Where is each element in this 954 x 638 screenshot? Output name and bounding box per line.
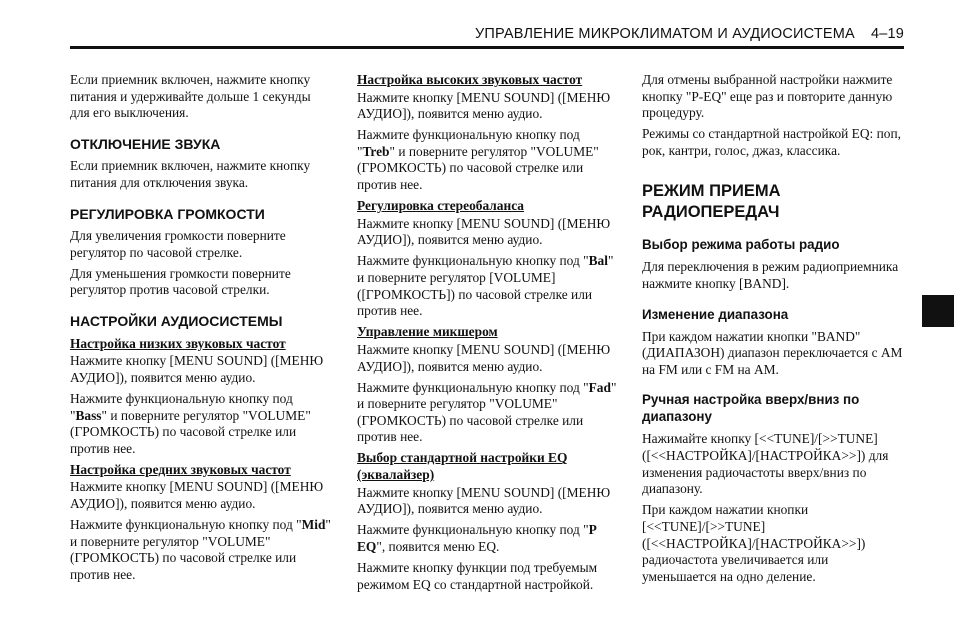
audio-settings-heading: НАСТРОЙКИ АУДИОСИСТЕМЫ: [70, 313, 283, 330]
eq-step-1: Нажмите кнопку [MENU SOUND] ([МЕНЮ АУДИО]), появится меню аудио.: [357, 484, 611, 517]
section-thumb-tab: [922, 295, 954, 327]
fader-step-2: Нажмите функциональную кнопку под "Fad" и поверните регулятор "VOLUME" (ГРОМКОСТЬ) по часовой стрелке или против нее.: [357, 379, 617, 445]
mid-subheading: Настройка средних звуковых частот: [70, 461, 291, 477]
column-2: [357, 72, 621, 598]
page-number: 4–19: [870, 26, 904, 42]
radio-mode-heading: Выбор режима работы радио: [642, 237, 840, 253]
tune-heading: Ручная настройка вверх/вниз по диапазону: [642, 392, 860, 425]
band-heading: Изменение диапазона: [642, 306, 789, 322]
column-1: [70, 72, 332, 588]
fader-key: Fad: [588, 379, 611, 395]
bass-step-1: Нажмите кнопку [MENU SOUND] ([МЕНЮ АУДИО]), появится меню аудио.: [70, 353, 324, 385]
treble-step-1: Нажмите кнопку [MENU SOUND] ([МЕНЮ АУДИО]), появится меню аудио.: [357, 89, 611, 122]
bass-key: Bass: [75, 407, 102, 423]
column-3: [642, 72, 904, 590]
treble-subheading: Настройка высоких звуковых частот: [357, 72, 583, 87]
eq-key: P EQ: [357, 522, 597, 554]
treble-key: Treb: [362, 143, 390, 159]
radio-mode-text: Для переключения в режим радиоприемника нажмите кнопку [BAND].: [642, 259, 899, 292]
fader-subheading: Управление микшером: [357, 324, 498, 340]
power-off-text: Если приемник включен, нажмите кнопку питания и удерживайте дольше 1 секунды для его выключения.: [70, 72, 311, 121]
tune-text-1: Нажимайте кнопку [<<TUNE]/[>>TUNE] ([<<НАСТРОЙКА]/[НАСТРОЙКА>>]) для изменения радиочастоты вверх/вниз по диапазону.: [642, 431, 889, 497]
mid-step-2: Нажмите функциональную кнопку под "Mid" и поверните регулятор "VOLUME" (ГРОМКОСТЬ) по часовой стрелке или против нее.: [70, 517, 331, 582]
eq-modes-text: Режимы со стандартной настройкой EQ: поп, рок, кантри, голос, джаз, классика.: [642, 126, 901, 158]
header-rule: [70, 46, 904, 49]
eq-subheading: Выбор стандартной настройки EQ (эквалайзер): [357, 450, 568, 483]
balance-key: Bal: [588, 253, 608, 269]
mid-step-1: Нажмите кнопку [MENU SOUND] ([МЕНЮ АУДИО]), появится меню аудио.: [70, 479, 324, 511]
volume-down-text: Для уменьшения громкости поверните регулятор против часовой стрелки.: [70, 265, 291, 298]
band-text: При каждом нажатии кнопки "BAND" (ДИАПАЗОН) диапазон переключается с AM на FM или с FM на AM.: [642, 328, 903, 377]
mid-key: Mid: [301, 517, 326, 533]
eq-cancel-text: Для отмены выбранной настройки нажмите кнопку "P-EQ" еще раз и повторите данную процедуру.: [642, 72, 893, 121]
balance-step-2: Нажмите функциональную кнопку под "Bal" и поверните регулятор [VOLUME] ([ГРОМКОСТЬ]) по часовой стрелке или против нее.: [357, 253, 614, 319]
eq-step-2: Нажмите функциональную кнопку под "P EQ", появится меню EQ.: [357, 522, 597, 554]
eq-step-3: Нажмите кнопку функции под требуемым режимом EQ со стандартной настройкой.: [357, 560, 598, 592]
volume-heading: РЕГУЛИРОВКА ГРОМКОСТИ: [70, 205, 265, 222]
mute-heading: ОТКЛЮЧЕНИЕ ЗВУКА: [70, 135, 221, 152]
tune-text-2: При каждом нажатии кнопки [<<TUNE]/[>>TUNE] ([<<НАСТРОЙКА]/[НАСТРОЙКА>>]) радиочастота увеличивается или уменьшается на одно деление.: [642, 502, 866, 584]
balance-subheading: Регулировка стереобаланса: [357, 198, 524, 214]
balance-step-1: Нажмите кнопку [MENU SOUND] ([МЕНЮ АУДИО]), появится меню аудио.: [357, 215, 611, 248]
bass-subheading: Настройка низких звуковых частот: [70, 335, 286, 351]
radio-heading: РЕЖИМ ПРИЕМА РАДИОПЕРЕДАЧ: [642, 182, 781, 222]
section-title: УПРАВЛЕНИЕ МИКРОКЛИМАТОМ И АУДИОСИСТЕМА: [474, 26, 855, 42]
bass-step-2: Нажмите функциональную кнопку под "Bass" и поверните регулятор "VOLUME" (ГРОМКОСТЬ) по часовой стрелке или против нее.: [70, 390, 311, 456]
running-header: [475, 26, 904, 42]
volume-up-text: Для увеличения громкости поверните регулятор по часовой стрелке.: [70, 228, 286, 260]
mute-text: Если приемник включен, нажмите кнопку питания для отключения звука.: [70, 158, 311, 190]
fader-step-1: Нажмите кнопку [MENU SOUND] ([МЕНЮ АУДИО]), появится меню аудио.: [357, 341, 611, 374]
treble-step-2: Нажмите функциональную кнопку под "Treb" и поверните регулятор "VOLUME" (ГРОМКОСТЬ) по часовой стрелке или против нее.: [357, 127, 599, 193]
